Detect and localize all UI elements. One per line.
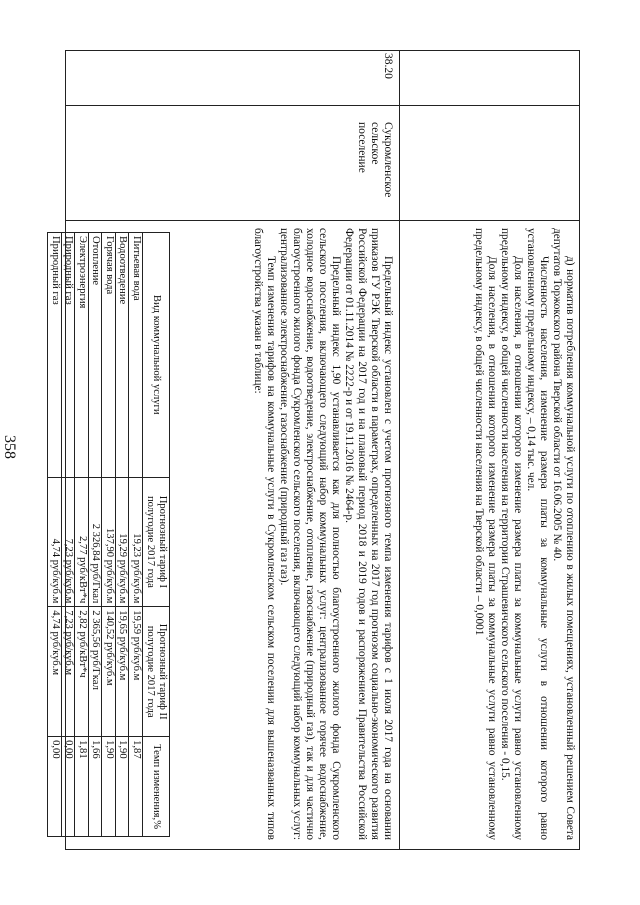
header-tariff-h2: Прогнозный тариф II полугодие 2017 года (143, 607, 170, 737)
rate-cell: 1,90 (102, 737, 116, 837)
prev-row-text (472, 228, 576, 840)
table-row (102, 233, 116, 837)
header-service: Вид коммунальной услуги (143, 233, 170, 478)
tariff-h2-cell: 4,74 руб/куб.м (48, 607, 62, 737)
table-row (48, 233, 62, 837)
service-cell: Отопление (89, 233, 103, 478)
tariff-h2-cell: 19,65 руб/куб.м (116, 607, 130, 737)
column-divider (65, 105, 580, 106)
tariff-h2-cell: 19,59 руб/куб.м (129, 607, 143, 737)
tariff-h2-cell: 140,52 руб/куб.м (102, 607, 116, 737)
table-row (116, 233, 130, 837)
table-row (89, 233, 103, 837)
prev-paragraph-1: д) норматив потребления коммунальной услуги по отоплению в жилых помещениях, установленный решением Совета депутатов Торжокского района Тверской области от 16.06.2005 № 40. (551, 228, 576, 840)
tariff-h1-cell: 4,74 руб/куб.м (48, 477, 62, 607)
tariff-h1-cell: 7,23 руб/куб.м (62, 477, 76, 607)
service-cell: Горячая вода (102, 233, 116, 478)
table-row (62, 233, 76, 837)
rate-cell: 1,90 (116, 737, 130, 837)
tariff-h2-cell: 2,82 руб/кВт*ч (75, 607, 89, 737)
row-divider (399, 50, 400, 850)
settlement-name: Сукромленское сельское поселение (356, 122, 394, 198)
rate-cell: 1,87 (129, 737, 143, 837)
service-cell: Природный газ (48, 233, 62, 478)
tariff-h1-cell: 19,29 руб/куб.м (116, 477, 130, 607)
row-paragraph-2: Предельный индекс 1,90 устанавливается как для полностью благоустроенного жилого фонда Сукромленского сельского поселения, включающего следующий набор коммунальных услуг: централизованное горячее водоснабжение, холодное водоснабжение, водоотведение, электроснабжение, отопление, газоснабжение (природный газ), так и для частично благоустроенного жилого фонда Сукромленского сельского поселения, включающего следующий набор коммунальных услуг: централизованное электроснабжение, газоснабжение (природный газ газ). (278, 228, 342, 840)
rate-cell: 0,00 (48, 737, 62, 837)
prev-paragraph-2: Численность населения, изменение размера платы за коммунальные услуги в отношении которого равно установленному предельному индексу, – 0,14 тыс. чел. (525, 228, 550, 840)
row-paragraph-1: Предельный индекс установлен с учетом прогнозного темпа изменения тарифов с 1 июля 2017 года на основании приказов ГУ РЭК Тверской области в параметрах, определенных на 2017 год прогнозом социально-экономического развития Российской Федерации на 2017 год и на плановый период 2018 и 2019 годов и распоряжением Правительства Российской Федерации от 01.11.2014 № 2222-р и от 19.11.2016 № 2464-р. (343, 228, 394, 840)
prev-paragraph-4: Доля населения, в отношении которого изменение размера платы за коммунальные услуги равно установленному предельному индексу, в общей численности населения на Тверской области – 0,0001 (473, 228, 498, 840)
tariff-h1-cell: 2,77 руб/кВт*ч (75, 477, 89, 607)
rate-cell: 1,66 (89, 737, 103, 837)
table-row (129, 233, 143, 837)
header-tariff-h1: Прогнозный тариф I полугодие 2017 года (143, 477, 170, 607)
rate-cell: 0,00 (62, 737, 76, 837)
tariff-table (48, 232, 171, 837)
tariff-h2-cell: 2 365,56 руб/Гкал (89, 607, 103, 737)
service-cell: Питьевая вода (129, 233, 143, 478)
tariff-h1-cell: 137,90 руб/куб.м (102, 477, 116, 607)
service-cell: Электроэнергия (75, 233, 89, 478)
row-number: 38.20 (382, 53, 394, 79)
row-text (251, 228, 394, 840)
rotated-document-table (49, 50, 580, 850)
service-cell: Природный газ (62, 233, 76, 478)
tariff-h2-cell: 7,23 руб/куб.м (62, 607, 76, 737)
service-cell: Водоотведение (116, 233, 130, 478)
table-row (75, 233, 89, 837)
column-divider (65, 220, 580, 221)
tariff-h1-cell: 19,23 руб/куб.м (129, 477, 143, 607)
page-number: 358 (1, 435, 18, 459)
table-header-row (143, 233, 170, 837)
prev-paragraph-3: Доля населения, в отношении которого изменение размера платы за коммунальные услуги равно установленному предельному индексу, в общей численности населения на территории Страшевичского сельского поселения - 0,15. (499, 228, 524, 840)
rate-cell: 1,81 (75, 737, 89, 837)
row-paragraph-3: Темп изменения тарифов на коммунальные услуги в Сукромленском сельском поселении для вышеназванных типов благоустройства указан в таблице: (252, 228, 277, 840)
header-change-rate: Темп изменения,% (143, 737, 170, 837)
tariff-h1-cell: 2 326,84 руб/Гкал (89, 477, 103, 607)
